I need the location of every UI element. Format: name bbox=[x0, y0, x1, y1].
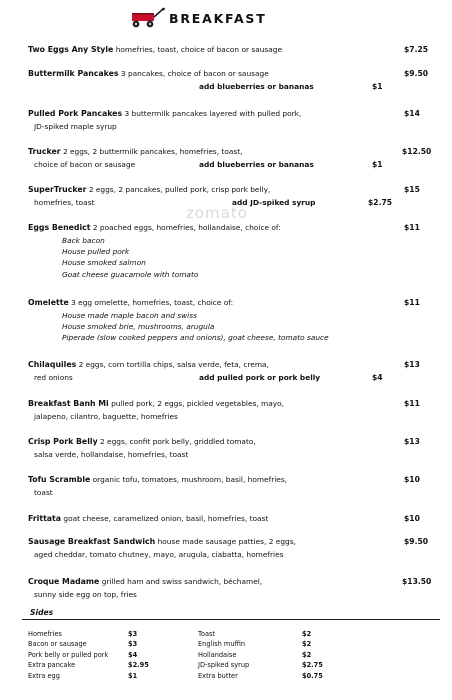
side-item-name: Pork belly or pulled pork bbox=[28, 650, 109, 659]
menu-item-addon-price: $1 bbox=[372, 159, 383, 169]
menu-item-line bbox=[0, 576, 452, 589]
menu-item-line bbox=[0, 44, 452, 57]
side-item-name: Homefries bbox=[28, 630, 62, 638]
menu-item-name: Chilaquiles bbox=[28, 360, 77, 369]
menu-item-description: JD-spiked maple syrup bbox=[34, 121, 117, 131]
menu-item-description: 2 eggs, corn tortilla chips, salsa verde, feta, crema, bbox=[76, 360, 269, 369]
side-item-price: $2 bbox=[302, 630, 312, 638]
menu-item-text bbox=[28, 184, 270, 197]
menu-item-addon-line bbox=[0, 372, 452, 385]
side-item-name: Extra egg bbox=[28, 671, 60, 680]
sides-row bbox=[0, 650, 452, 660]
side-item-name: Toast bbox=[198, 630, 216, 638]
menu-item-price: $11 bbox=[404, 399, 420, 408]
watermark: zomato bbox=[186, 204, 248, 222]
menu-item-description: aged cheddar, tomato chutney, mayo, arugula, ciabatta, homefries bbox=[34, 549, 284, 559]
menu-item-description: goat cheese, caramelized onion, basil, homefries, toast bbox=[61, 514, 269, 523]
sides-row bbox=[0, 639, 452, 649]
menu-item-text bbox=[28, 68, 269, 81]
menu-item-description: organic tofu, tomatoes, mushroom, basil, homefries, bbox=[90, 475, 288, 484]
menu-item-option bbox=[0, 246, 452, 257]
menu-item-line bbox=[0, 359, 452, 372]
menu-item-text bbox=[28, 146, 242, 159]
menu-item-line bbox=[0, 436, 452, 449]
menu-item-description: pulled pork, 2 eggs, pickled vegetables, mayo, bbox=[108, 399, 285, 408]
menu-item-price: $9.50 bbox=[404, 69, 429, 78]
menu-item-line bbox=[0, 411, 452, 424]
menu-title: BREAKFAST bbox=[169, 10, 267, 26]
menu-item-option bbox=[0, 235, 452, 246]
menu-item-addon-line bbox=[0, 159, 452, 172]
menu-item bbox=[0, 68, 452, 93]
menu-item bbox=[0, 222, 452, 280]
menu-item-price: $12.50 bbox=[402, 147, 432, 156]
side-item-price: $2 bbox=[302, 640, 312, 649]
menu-item-option-text: Goat cheese guacamole with tomato bbox=[62, 269, 199, 279]
menu-item-text bbox=[28, 222, 281, 235]
menu-item-text bbox=[28, 359, 269, 372]
menu-item-name: Tofu Scramble bbox=[28, 475, 91, 484]
menu-item-option bbox=[0, 257, 452, 268]
menu-item-text bbox=[28, 576, 262, 589]
side-item-price: $2.95 bbox=[128, 661, 149, 670]
menu-item-addon-line bbox=[0, 197, 452, 210]
menu-item-text bbox=[28, 436, 256, 449]
menu-item-price: $14 bbox=[404, 109, 420, 118]
menu-item-description: sunny side egg on top, fries bbox=[34, 589, 137, 599]
menu-item bbox=[0, 146, 452, 171]
menu-item-addon: add blueberries or bananas bbox=[199, 159, 314, 169]
menu-item-name: Buttermilk Pancakes bbox=[28, 69, 119, 78]
sides-table bbox=[0, 629, 452, 681]
menu-item-price: $13 bbox=[404, 360, 420, 369]
menu-item-description: 3 buttermilk pancakes layered with pulled pork, bbox=[122, 109, 302, 118]
side-item-price: $2.75 bbox=[302, 661, 323, 670]
menu-item-line bbox=[0, 536, 452, 549]
menu-item-text bbox=[28, 297, 233, 310]
menu-item-price: $11 bbox=[404, 223, 420, 232]
menu-item-description: grilled ham and swiss sandwich, béchamel, bbox=[99, 577, 263, 586]
menu-item-line bbox=[0, 222, 452, 235]
menu-header bbox=[126, 6, 267, 30]
side-item-price: $0.75 bbox=[302, 671, 323, 680]
menu-item-addon-price: $2.75 bbox=[368, 197, 393, 207]
sides-row bbox=[0, 629, 452, 639]
menu-item bbox=[0, 513, 452, 526]
menu-item-name: Eggs Benedict bbox=[28, 223, 91, 232]
menu-item bbox=[0, 359, 452, 384]
menu-item-description: choice of bacon or sausage bbox=[34, 159, 136, 169]
menu-item-text bbox=[28, 474, 287, 487]
menu-item-line bbox=[0, 121, 452, 134]
side-item-name: Extra pancake bbox=[28, 661, 76, 670]
side-item-price: $4 bbox=[128, 650, 138, 659]
menu-item-text bbox=[28, 398, 284, 411]
menu-item-text bbox=[28, 108, 301, 121]
menu-item-line bbox=[0, 474, 452, 487]
menu-item-description: red onions bbox=[34, 372, 73, 382]
menu-item-description: 2 eggs, 2 pancakes, pulled pork, crisp pork belly, bbox=[86, 185, 271, 194]
side-item-price: $1 bbox=[128, 671, 138, 680]
menu-item-line bbox=[0, 146, 452, 159]
menu-item-name: SuperTrucker bbox=[28, 185, 87, 194]
sides-row bbox=[0, 660, 452, 670]
menu-item-price: $13.50 bbox=[402, 577, 432, 586]
menu-item-name: Crisp Pork Belly bbox=[28, 437, 98, 446]
menu-item-name: Frittata bbox=[28, 514, 62, 523]
side-item-name: JD-spiked syrup bbox=[198, 661, 250, 670]
menu-item-name: Croque Madame bbox=[28, 577, 100, 586]
menu-item-line bbox=[0, 108, 452, 121]
menu-item bbox=[0, 436, 452, 461]
menu-item-name: Two Eggs Any Style bbox=[28, 45, 114, 54]
side-item-name: Bacon or sausage bbox=[28, 640, 87, 649]
side-item-name: Hollandaise bbox=[198, 650, 237, 659]
menu-item bbox=[0, 297, 452, 344]
menu-item-line bbox=[0, 513, 452, 526]
menu-item-name: Pulled Pork Pancakes bbox=[28, 109, 123, 118]
side-item-price: $3 bbox=[128, 640, 138, 649]
menu-item-addon-line bbox=[0, 81, 452, 94]
menu-item-line bbox=[0, 589, 452, 602]
menu-item-option-text: House smoked salmon bbox=[62, 258, 146, 268]
menu-item-addon: add pulled pork or pork belly bbox=[199, 372, 321, 382]
menu-item-price: $7.25 bbox=[404, 45, 429, 54]
menu-item-description: jalapeno, cilantro, baguette, homefries bbox=[34, 411, 178, 421]
menu-item bbox=[0, 184, 452, 209]
menu-item-addon-price: $1 bbox=[372, 81, 383, 91]
menu-item bbox=[0, 108, 452, 133]
menu-item-option-text: Back bacon bbox=[62, 235, 105, 245]
menu-item bbox=[0, 474, 452, 499]
menu-item-option bbox=[0, 321, 452, 332]
menu-item-option-text: House smoked brie, mushrooms, arugula bbox=[62, 321, 215, 331]
menu-item-addon: add blueberries or bananas bbox=[199, 81, 314, 91]
menu-item-text bbox=[28, 513, 268, 526]
menu-item-option bbox=[0, 310, 452, 321]
menu-item-option-text: House made maple bacon and swiss bbox=[62, 310, 197, 320]
sides-title: Sides bbox=[30, 608, 54, 617]
red-wagon-icon bbox=[126, 7, 166, 29]
menu-item-line bbox=[0, 449, 452, 462]
menu-item-price: $11 bbox=[404, 298, 420, 307]
menu-item-description: 2 poached eggs, homefries, hollandaise, choice of: bbox=[90, 223, 281, 232]
menu-item-line bbox=[0, 184, 452, 197]
menu-item-description: salsa verde, hollandaise, homefries, toast bbox=[34, 449, 189, 459]
menu-item-description: 3 pancakes, choice of bacon or sausage bbox=[118, 69, 269, 78]
menu-item bbox=[0, 536, 452, 561]
menu-item-description: 3 egg omelette, homefries, toast, choice of: bbox=[68, 298, 234, 307]
menu-item-description: house made sausage patties, 2 eggs, bbox=[155, 537, 296, 546]
menu-item-option bbox=[0, 269, 452, 280]
menu-item-description: 2 eggs, 2 buttermilk pancakes, homefries, toast, bbox=[60, 147, 243, 156]
menu-item-description: toast bbox=[34, 487, 53, 497]
menu-item-option-text: House pulled pork bbox=[62, 246, 130, 256]
side-item-price: $3 bbox=[128, 630, 138, 638]
side-item-price: $2 bbox=[302, 650, 312, 659]
side-item-name: Extra butter bbox=[198, 671, 238, 680]
menu-item-description: homefries, toast, choice of bacon or sausage bbox=[113, 45, 283, 54]
menu-item-name: Omelette bbox=[28, 298, 69, 307]
menu-item-line bbox=[0, 487, 452, 500]
menu-item-addon-price: $4 bbox=[372, 372, 383, 382]
menu-item-price: $13 bbox=[404, 437, 420, 446]
menu-item-price: $10 bbox=[404, 475, 420, 484]
menu-item-description: 2 eggs, confit pork belly, griddled tomato, bbox=[97, 437, 256, 446]
menu-item-line bbox=[0, 68, 452, 81]
menu-item-option bbox=[0, 332, 452, 343]
menu-item-line bbox=[0, 549, 452, 562]
menu-item-addon: add JD-spiked syrup bbox=[232, 197, 316, 207]
menu-item-line bbox=[0, 398, 452, 411]
menu-item bbox=[0, 576, 452, 601]
menu-item-price: $15 bbox=[404, 185, 420, 194]
menu-item-price: $9.50 bbox=[404, 537, 429, 546]
menu-item-name: Trucker bbox=[28, 147, 61, 156]
menu-item-text bbox=[28, 536, 296, 549]
menu-item-option-text: Piperade (slow cooked peppers and onions), goat cheese, tomato sauce bbox=[62, 333, 329, 343]
sides-divider bbox=[22, 619, 440, 620]
menu-item bbox=[0, 44, 452, 57]
menu-item bbox=[0, 398, 452, 423]
sides-row bbox=[0, 671, 452, 681]
menu-item-line bbox=[0, 297, 452, 310]
side-item-name: English muffin bbox=[198, 640, 246, 649]
menu-item-price: $10 bbox=[404, 514, 420, 523]
menu-item-text bbox=[28, 44, 282, 57]
menu-item-name: Breakfast Banh Mi bbox=[28, 399, 109, 408]
menu-item-description: homefries, toast bbox=[34, 197, 95, 207]
menu-item-name: Sausage Breakfast Sandwich bbox=[28, 537, 156, 546]
